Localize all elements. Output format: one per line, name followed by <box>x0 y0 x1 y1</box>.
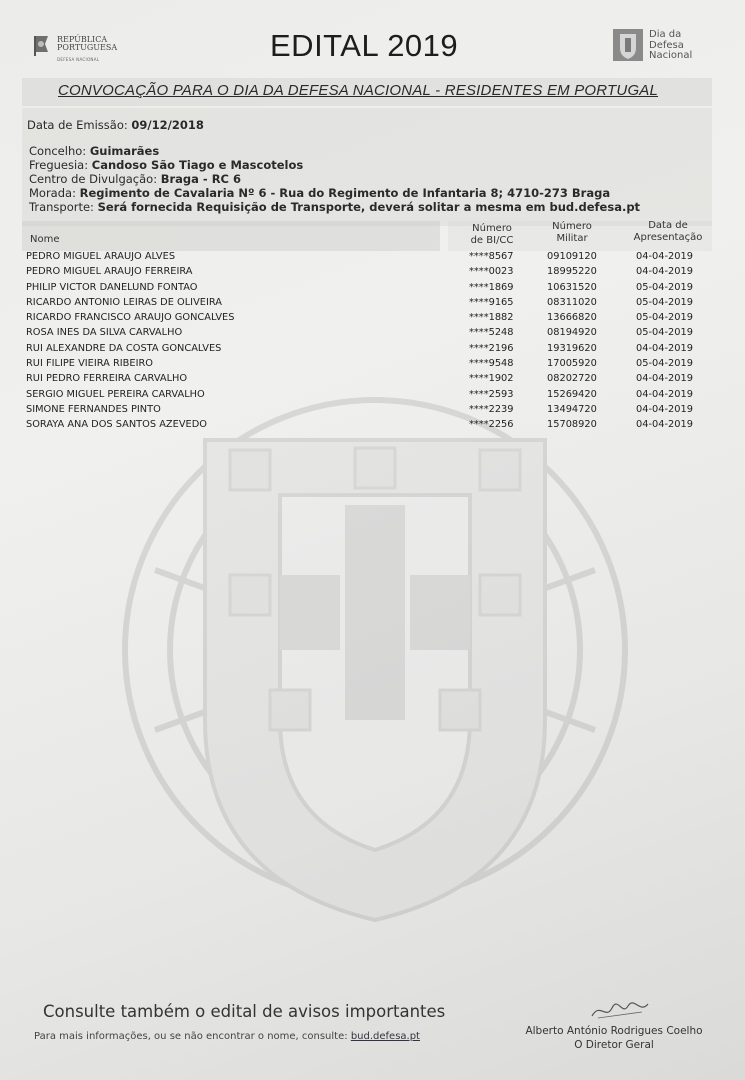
footer-link[interactable]: bud.defesa.pt <box>350 1031 420 1042</box>
logo-line-2: Defesa <box>649 39 684 51</box>
signatory-title: O Diretor Geral <box>574 1039 654 1051</box>
freguesia-row <box>29 158 640 172</box>
freguesia-label: Freguesia: <box>29 158 89 172</box>
cell-date: 05-04-2019 <box>636 296 693 308</box>
cell-date: 04-04-2019 <box>636 403 693 415</box>
cell-date: 04-04-2019 <box>636 342 693 354</box>
cell-date: 04-04-2019 <box>636 388 693 400</box>
logo-line-3: Nacional <box>649 50 693 61</box>
table-row <box>0 404 745 419</box>
concelho-label: Concelho: <box>29 144 87 158</box>
cell-militar: 13494720 <box>547 403 597 415</box>
cell-name: SORAYA ANA DOS SANTOS AZEVEDO <box>26 419 207 431</box>
cell-bi: ****9165 <box>469 296 514 308</box>
morada-row <box>29 186 640 200</box>
cell-name: RICARDO FRANCISCO ARAUJO GONCALVES <box>26 312 235 324</box>
transporte-value: Será fornecida Requisição de Transporte, deverá solitar a mesma em bud.defesa.pt <box>97 200 641 214</box>
cell-militar: 19319620 <box>547 342 597 354</box>
centro-value: Braga - RC 6 <box>160 172 242 186</box>
logo-text-portuguesa: PORTUGUESA <box>57 43 118 52</box>
column-header-bi-line1: Número <box>472 223 512 234</box>
cell-militar: 08311020 <box>547 296 597 308</box>
cell-bi: ****1869 <box>469 281 514 293</box>
logo-line-1: Dia da <box>649 29 682 40</box>
table-row <box>0 373 745 388</box>
cell-bi: ****2196 <box>469 342 514 354</box>
footer-notice <box>25 995 490 1055</box>
table-row <box>0 266 745 281</box>
cell-name: RUI ALEXANDRE DA COSTA GONCALVES <box>26 342 222 354</box>
shield-emblem-icon <box>612 28 644 62</box>
cell-date: 04-04-2019 <box>636 266 693 278</box>
column-header-data <box>626 220 710 244</box>
table-row <box>0 327 745 342</box>
cell-date: 05-04-2019 <box>636 327 693 339</box>
convocation-details <box>29 144 640 214</box>
table-header-band <box>22 221 440 251</box>
morada-value: Regimento de Cavalaria Nº 6 - Rua do Regimento de Infantaria 8; 4710-273 Braga <box>79 186 611 200</box>
cell-name: PEDRO MIGUEL ARAUJO FERREIRA <box>26 266 193 278</box>
table-row <box>0 251 745 266</box>
cell-militar: 08202720 <box>547 373 597 385</box>
cell-militar: 18995220 <box>547 266 597 278</box>
page-title: EDITAL 2019 <box>270 28 459 63</box>
cell-name: PHILIP VICTOR DANELUND FONTAO <box>26 281 198 293</box>
cell-militar: 13666820 <box>547 312 597 324</box>
table-row <box>0 358 745 373</box>
morada-label: Morada: <box>29 186 76 200</box>
cell-date: 04-04-2019 <box>636 251 693 262</box>
cell-bi: ****8567 <box>469 251 514 262</box>
cell-bi: ****9548 <box>469 358 514 370</box>
table-row <box>0 282 745 297</box>
cell-date: 05-04-2019 <box>636 358 693 370</box>
concelho-value: Guimarães <box>89 144 160 158</box>
signatory-name: Alberto António Rodrigues Coelho <box>525 1025 703 1037</box>
cell-date: 04-04-2019 <box>636 419 693 431</box>
logo-text-republica: REPÚBLICA <box>57 35 108 44</box>
cell-militar: 10631520 <box>547 281 597 293</box>
cell-militar: 09109120 <box>547 251 597 262</box>
document-subtitle: CONVOCAÇÃO PARA O DIA DA DEFESA NACIONAL - RESIDENTES EM PORTUGAL <box>58 82 659 99</box>
signature-scribble <box>590 998 650 1022</box>
issue-date <box>27 118 204 132</box>
footer-headline: Consulte também o edital de avisos importantes <box>43 1002 446 1021</box>
cell-name: RICARDO ANTONIO LEIRAS DE OLIVEIRA <box>26 296 222 308</box>
cell-name: RUI FILIPE VIEIRA RIBEIRO <box>26 358 153 370</box>
cell-name: SERGIO MIGUEL PEREIRA CARVALHO <box>26 388 205 400</box>
footer-more-info-text: Para mais informações, ou se não encontrar o nome, consulte: <box>34 1031 348 1042</box>
column-header-bi-line2: de BI/CC <box>470 235 514 246</box>
signatory-block <box>514 1024 714 1052</box>
cell-bi: ****1882 <box>469 312 514 324</box>
issue-date-value: 09/12/2018 <box>131 118 204 132</box>
cell-bi: ****2593 <box>469 388 514 400</box>
table-row <box>0 419 745 434</box>
cell-militar: 15708920 <box>547 419 597 431</box>
republica-portuguesa-logo <box>32 34 127 74</box>
cell-name: SIMONE FERNANDES PINTO <box>26 403 161 415</box>
cell-militar: 17005920 <box>547 358 597 370</box>
centro-label: Centro de Divulgação: <box>29 172 158 186</box>
cell-militar: 15269420 <box>547 388 597 400</box>
column-header-militar-line1: Número <box>552 221 592 232</box>
cell-name: ROSA INES DA SILVA CARVALHO <box>26 327 183 339</box>
cell-militar: 08194920 <box>547 327 597 339</box>
transporte-row <box>29 200 640 214</box>
table-row <box>0 312 745 327</box>
column-header-militar-line2: Militar <box>556 233 588 244</box>
column-header-data-line1: Data de <box>648 220 688 231</box>
dia-defesa-nacional-logo <box>612 28 712 68</box>
logo-text-defesa: DEFESA NACIONAL <box>57 57 100 62</box>
convocation-table <box>0 251 745 435</box>
cell-date: 05-04-2019 <box>636 312 693 324</box>
centro-row <box>29 172 640 186</box>
column-header-name: Nome <box>30 234 60 245</box>
issue-date-label: Data de Emissão: <box>27 118 128 132</box>
table-row <box>0 297 745 312</box>
concelho-row <box>29 144 640 158</box>
column-header-militar <box>542 221 602 245</box>
column-header-data-line2: Apresentação <box>633 232 703 243</box>
cell-bi: ****2239 <box>469 403 514 415</box>
footer-more-info <box>34 1031 420 1042</box>
cell-name: RUI PEDRO FERREIRA CARVALHO <box>26 373 188 385</box>
cell-bi: ****1902 <box>469 373 514 385</box>
cell-name: PEDRO MIGUEL ARAUJO ALVES <box>26 251 176 262</box>
freguesia-value: Candoso São Tiago e Mascotelos <box>91 158 304 172</box>
cell-bi: ****0023 <box>469 266 514 278</box>
cell-bi: ****5248 <box>469 327 514 339</box>
table-row <box>0 389 745 404</box>
cell-bi: ****2256 <box>469 419 514 431</box>
transporte-label: Transporte: <box>29 200 94 214</box>
flag-emblem-icon <box>32 34 52 56</box>
logo-text-dia-defesa-nacional <box>649 30 692 62</box>
column-header-bi <box>462 223 522 247</box>
cell-date: 04-04-2019 <box>636 373 693 385</box>
table-row <box>0 343 745 358</box>
cell-date: 05-04-2019 <box>636 281 693 293</box>
